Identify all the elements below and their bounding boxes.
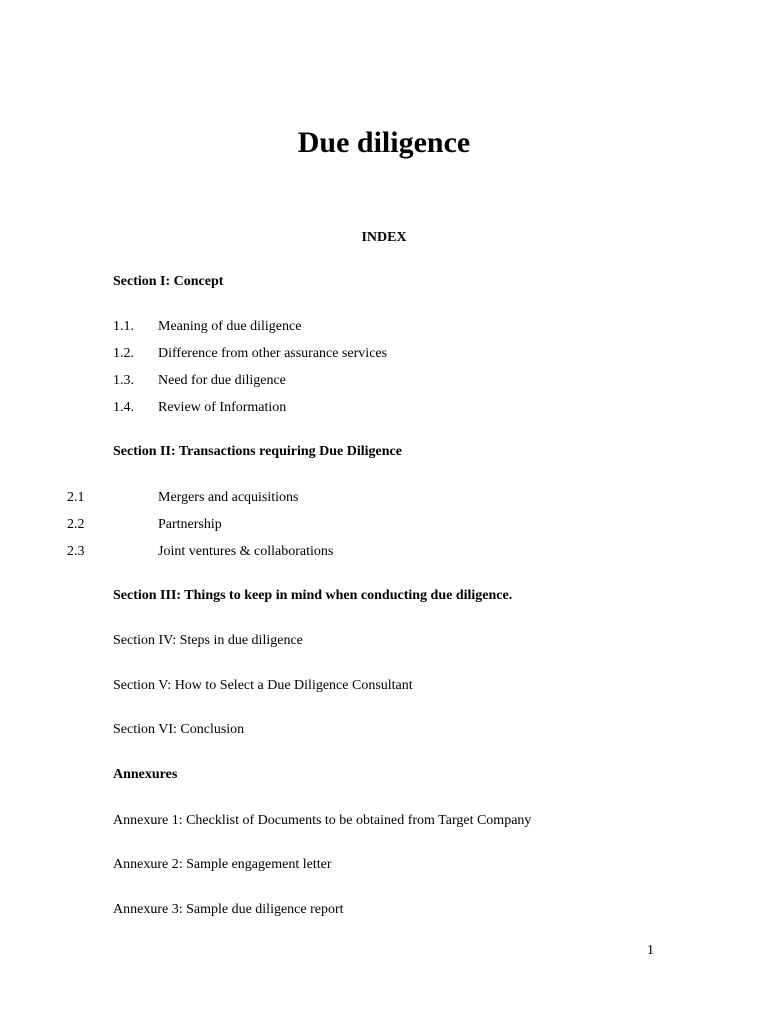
section-1-item-number: 1.3. [113, 373, 134, 388]
section-1-item-label: Difference from other assurance services [158, 346, 388, 361]
section-6-heading: Section VI: Conclusion [113, 722, 245, 737]
section-2-item-number: 2.2 [67, 517, 85, 532]
index-heading: INDEX [361, 230, 407, 245]
section-2-item-number: 2.3 [67, 544, 85, 559]
section-1-item-label: Review of Information [158, 400, 287, 415]
section-2-item-label: Partnership [158, 517, 222, 532]
annexure-item: Annexure 2: Sample engagement letter [113, 857, 332, 872]
section-2-item-number: 2.1 [67, 490, 85, 505]
annexures-heading: Annexures [113, 767, 178, 782]
annexure-item: Annexure 1: Checklist of Documents to be obtained from Target Company [113, 813, 532, 828]
section-4-heading: Section IV: Steps in due diligence [113, 633, 303, 648]
section-1-item-number: 1.1. [113, 319, 134, 334]
annexure-item: Annexure 3: Sample due diligence report [113, 902, 344, 917]
section-2-item-label: Mergers and acquisitions [158, 490, 299, 505]
section-3-heading: Section III: Things to keep in mind when conducting due diligence. [113, 588, 513, 603]
section-1-item-label: Need for due diligence [158, 373, 286, 388]
page-number: 1 [647, 943, 654, 958]
section-1-item-number: 1.4. [113, 400, 134, 415]
section-2-heading: Section II: Transactions requiring Due Diligence [113, 444, 402, 459]
section-5-heading: Section V: How to Select a Due Diligence Consultant [113, 678, 413, 693]
section-1-heading: Section I: Concept [113, 274, 224, 289]
section-1-item-label: Meaning of due diligence [158, 319, 302, 334]
document-title: Due diligence [297, 126, 471, 159]
section-2-item-label: Joint ventures & collaborations [158, 544, 334, 559]
section-1-item-number: 1.2. [113, 346, 134, 361]
